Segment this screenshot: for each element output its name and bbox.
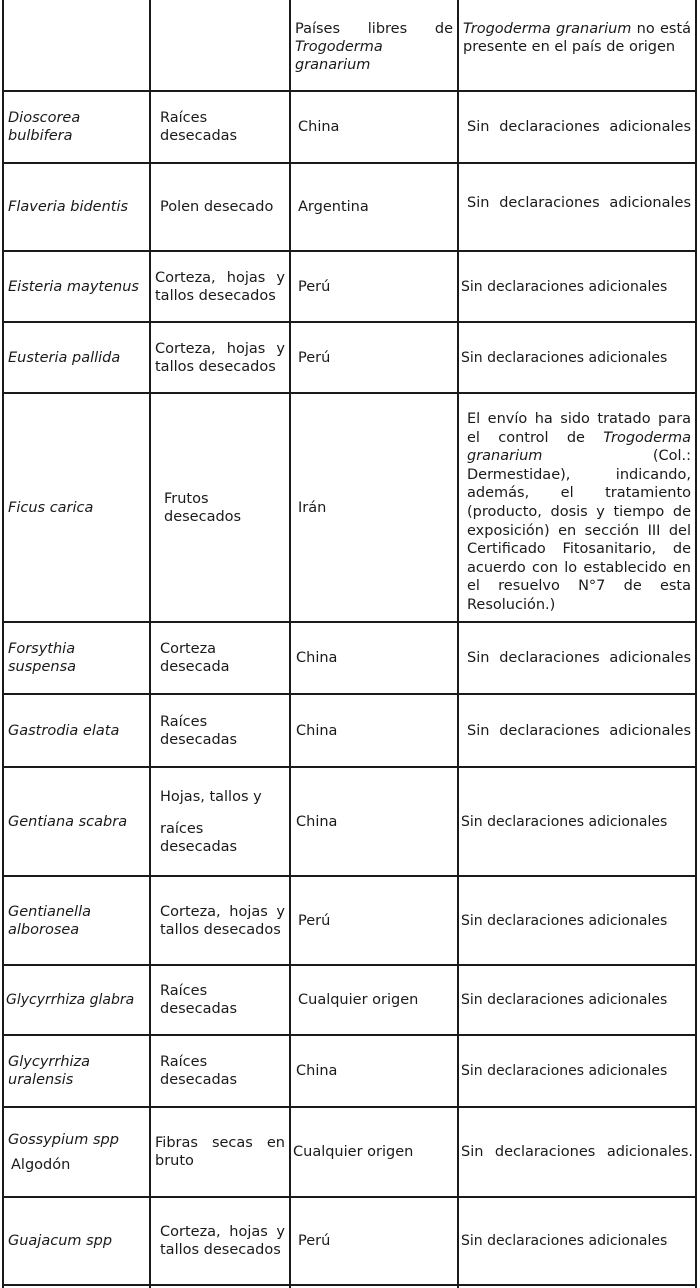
product-cell: Corteza, hojas y tallos desecados <box>160 1224 285 1258</box>
requirement-cell: Sin declaraciones adicionales <box>461 1063 668 1079</box>
row-divider <box>2 1284 697 1286</box>
requirement-cell: Sin declaraciones adicionales <box>467 119 691 135</box>
country-cell: China <box>298 119 340 135</box>
requirement-cell: Sin declaraciones adicionales <box>461 912 668 929</box>
species-cell: Ficus carica <box>8 499 94 516</box>
requirement-cell: Sin declaraciones adicionales <box>461 278 668 295</box>
product-cell: Raíces desecadas <box>160 1054 238 1088</box>
treatment-species: Trogoderma granarium <box>467 429 692 465</box>
requirement-cell <box>463 410 695 619</box>
product-cell: Corteza, hojas y tallos desecados <box>155 340 285 375</box>
species-cell: Gentiana scabra <box>8 813 128 830</box>
country-cell: China <box>296 650 338 666</box>
country-cell: Perú <box>298 278 331 295</box>
requirement-cell: Sin declaraciones adicionales <box>467 722 691 739</box>
species-cell: Forsythia suspensa <box>8 641 77 675</box>
country-cell: Cualquier origen <box>298 992 419 1008</box>
treatment-text-post: (Col.: Dermestidae), indicando, además, el tratamiento (producto, dosis y tiempo de exposición) en sección III del Certificado Fitosanitario, de acuerdo con lo establecido en el resuelvo N°7 de esta Resolución.) <box>467 448 691 613</box>
country-cell: China <box>296 722 338 739</box>
common-name: Algodón <box>11 1156 71 1173</box>
requirement-cell: Sin declaraciones adicionales <box>461 813 668 830</box>
country-cell: Cualquier origen <box>293 1144 414 1160</box>
header-countries-species: Trogoderma granarium <box>295 39 383 73</box>
country-cell: Perú <box>298 349 331 366</box>
requirement-cell: Sin declaraciones adicionales <box>467 650 691 666</box>
species-cell: Glycyrrhiza glabra <box>6 992 135 1008</box>
country-cell: China <box>296 1063 338 1079</box>
country-cell: Perú <box>298 1233 331 1249</box>
species-cell: Flaveria bidentis <box>8 199 129 215</box>
product-cell: Corteza, hojas y tallos desecados <box>155 269 285 304</box>
species-cell: Eisteria maytenus <box>8 278 139 295</box>
species-cell: Glycyrrhiza uralensis <box>8 1054 91 1088</box>
country-cell: Perú <box>298 912 331 929</box>
species-cell: Eusteria pallida <box>8 349 121 366</box>
header-countries-text: Países libres de <box>295 21 453 37</box>
country-cell: China <box>296 813 338 830</box>
treatment-text-pre: El envío ha sido tratado para el control de <box>467 411 691 446</box>
species-cell: Gastrodia elata <box>8 722 120 739</box>
country-cell: Argentina <box>298 199 369 215</box>
requirement-cell: Sin declaraciones adicionales <box>461 992 668 1008</box>
species-name: Gossypium spp <box>8 1131 119 1148</box>
header-requirement-species: Trogoderma granarium <box>463 21 632 37</box>
header-requirement-text: no está presente en el país de origen <box>463 21 692 55</box>
requirement-cell: Sin declaraciones adicionales <box>461 1233 668 1249</box>
species-cell <box>4 1108 149 1196</box>
product-cell: Polen desecado <box>160 199 274 215</box>
column-divider <box>289 0 291 1288</box>
line-gap <box>160 806 285 820</box>
product-cell: Raíces desecadas <box>160 110 238 144</box>
product-cell <box>156 768 289 875</box>
requirement-cell: Sin declaraciones adicionales <box>467 195 691 211</box>
requirement-cell: Sin declaraciones adicionales. <box>461 1144 693 1160</box>
header-cell-countries <box>291 20 457 90</box>
requirement-cell: Sin declaraciones adicionales <box>461 349 668 366</box>
product-line: raíces desecadas <box>160 820 238 855</box>
header-cell-requirement <box>459 20 695 90</box>
product-cell: Frutos desecados <box>164 490 242 525</box>
species-cell: Dioscorea bulbifera <box>8 110 81 144</box>
product-cell: Corteza, hojas y tallos desecados <box>160 903 285 938</box>
product-cell: Raíces desecadas <box>160 713 238 748</box>
product-line: Hojas, tallos y <box>160 788 262 805</box>
country-cell: Irán <box>298 499 327 516</box>
species-cell: Gentianella alborosea <box>8 903 91 938</box>
column-divider <box>695 0 697 1288</box>
species-cell: Guajacum spp <box>8 1233 113 1249</box>
product-cell: Fibras secas en bruto <box>155 1135 285 1169</box>
product-cell: Raíces desecadas <box>160 983 238 1017</box>
column-divider <box>149 0 151 1288</box>
product-cell: Corteza desecada <box>160 641 230 675</box>
